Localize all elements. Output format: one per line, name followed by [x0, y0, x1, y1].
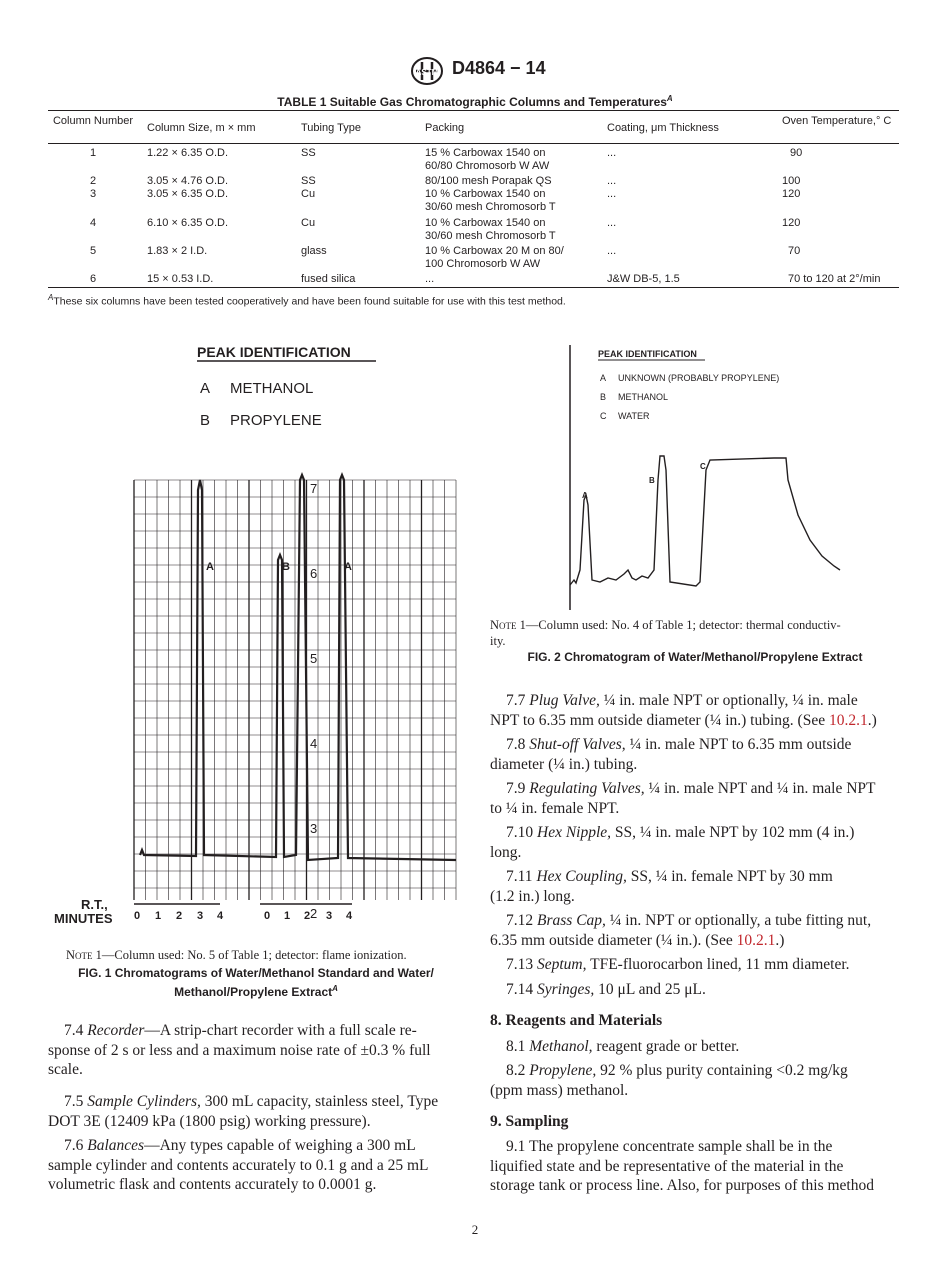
para-line [490, 1137, 900, 1157]
fig1-tick: 1 [155, 910, 162, 922]
cell-number: 3 [89, 188, 97, 200]
cell-oven: 70 to 120 at 2°/min [788, 273, 881, 285]
para-line [48, 1092, 461, 1112]
cell-oven: 100 [782, 175, 801, 187]
para-sep: — [144, 1137, 160, 1154]
para-7-11 [490, 867, 900, 906]
para-line: (1.2 in.) long. [490, 887, 575, 905]
footnote-mark: A [48, 293, 54, 302]
cell-number: 1 [89, 147, 97, 159]
cell-coating: ... [607, 245, 617, 257]
fig2-trace [570, 456, 840, 586]
fig1-caption [48, 966, 464, 1000]
col-header-number: Column Number [52, 115, 134, 127]
fig2-note-label: Note [490, 618, 517, 632]
para-line [490, 711, 900, 731]
cell-size: 3.05 × 6.35 O.D. [147, 188, 229, 200]
fig1-tick: 0 [264, 910, 271, 922]
para-num: 7.8 [506, 736, 526, 753]
fig1-tick: 2 [176, 910, 183, 922]
col-header-tubing: Tubing Type [301, 122, 361, 134]
para-num: 7.6 [64, 1137, 84, 1154]
para-text: ¼ in. male NPT or optionally, ¼ in. male [603, 692, 858, 709]
fig1-chart-grid [134, 480, 456, 900]
para-9-1 [490, 1137, 900, 1196]
fig1-axis-num: 4 [310, 736, 318, 751]
para-7-12 [490, 911, 900, 950]
para-num: 7.11 [506, 868, 533, 885]
fig1-peak-letter: A [200, 380, 211, 397]
para-line: to ¼ in. female NPT. [490, 799, 620, 817]
fig1-tick: 4 [346, 910, 353, 922]
cell-size: 15 × 0.53 I.D. [147, 273, 214, 285]
para-text: .) [775, 931, 785, 949]
table-title [0, 94, 950, 109]
fig1-tick: 0 [134, 910, 141, 922]
fig1-rt: R.T., [81, 897, 108, 912]
table-bottom-rule [48, 287, 899, 288]
para-term: Sample Cylinders, [87, 1093, 201, 1110]
fig2-caption: FIG. 2 Chromatogram of Water/Methanol/Propylene Extract [527, 650, 863, 664]
para-line: diameter (¼ in.) tubing. [490, 755, 638, 773]
cell-size: 1.83 × 2 I.D. [147, 245, 208, 257]
para-line: scale. [48, 1061, 83, 1078]
para-num: 9.1 [506, 1138, 526, 1155]
para-text: Any types capable of weighing a 300 mL [159, 1137, 416, 1154]
fig1-note-label: Note [66, 948, 93, 962]
cell-coating: ... [607, 175, 617, 187]
para-7-13 [490, 955, 900, 975]
para-line [490, 955, 900, 975]
svg-text:ASTM: ASTM [415, 68, 439, 77]
fig1-peak-mark: A [206, 561, 214, 573]
para-num: 7.10 [506, 824, 534, 841]
para-num: 7.12 [506, 912, 534, 929]
table-title-text: TABLE 1 Suitable Gas Chromatographic Columns and Temperatures [277, 95, 667, 109]
cell-oven: 90 [790, 147, 803, 159]
table-header-rule [48, 143, 899, 144]
fig1-caption-line: FIG. 1 Chromatograms of Water/Methanol Standard and Water/ [78, 966, 434, 980]
fig1-minutes: MINUTES [54, 911, 113, 926]
para-line [490, 735, 900, 755]
para-text: The propylene concentrate sample shall be in the [528, 1138, 833, 1155]
ref-link[interactable]: 10.2.1 [828, 711, 868, 729]
fig1-axis-num: 2 [310, 906, 318, 921]
para-8-1 [490, 1037, 900, 1057]
fig1-caption-mark: A [332, 984, 338, 993]
cell-packing: 10 % Carbowax 20 M on 80/ 100 Chromosorb W AW [425, 245, 564, 270]
para-line [48, 1021, 461, 1041]
para-text: ¼ in. male NPT and ¼ in. male NPT [648, 780, 876, 797]
para-term: Regulating Valves, [529, 780, 645, 797]
fig2-peak-name: WATER [618, 411, 650, 421]
cell-number: 5 [89, 245, 97, 257]
astm-logo [410, 56, 444, 86]
fig1-note-text: 1—Column used: No. 5 of Table 1; detector: flame ionization. [92, 948, 407, 962]
cell-number: 2 [89, 175, 97, 187]
cell-number: 6 [89, 273, 97, 285]
para-8-2 [490, 1061, 900, 1100]
fig1-tick: 2 [304, 910, 311, 922]
fig1-axis-num: 3 [310, 821, 318, 836]
table-title-note: A [666, 94, 673, 103]
para-text: 92 % plus purity containing <0.2 mg/kg [600, 1062, 848, 1079]
para-num: 7.14 [506, 981, 534, 998]
para-text: 10 μL and 25 μL. [598, 981, 706, 998]
cell-coating: ... [607, 188, 617, 200]
fig1-peak-title: PEAK IDENTIFICATION [197, 344, 351, 360]
figure-1-graphic [120, 330, 470, 930]
fig2-note [490, 617, 900, 649]
para-7-4 [48, 1021, 461, 1080]
fig2-note-text: 1—Column used: No. 4 of Table 1; detector: thermal conductiv- [516, 618, 841, 632]
fig1-peak-name: METHANOL [230, 380, 314, 397]
para-line: DOT 3E (12409 kPa (1800 psig) working pressure). [48, 1112, 371, 1130]
para-text: 6.35 mm outside diameter (¼ in.). (See [490, 931, 737, 949]
fig2-peak-name: METHANOL [618, 392, 669, 402]
para-line [490, 691, 900, 711]
para-line [48, 1136, 461, 1156]
para-line [490, 980, 900, 1000]
fig1-rt-label [54, 897, 113, 926]
fig2-peak-letter: A [600, 373, 607, 383]
para-term: Propylene, [529, 1062, 597, 1079]
col-header-packing: Packing [425, 122, 465, 134]
cell-coating: ... [607, 217, 617, 229]
para-term: Plug Valve, [529, 692, 600, 709]
para-7-5 [48, 1092, 461, 1131]
cell-tubing: Cu [301, 217, 316, 229]
fig1-axis-num: 7 [310, 481, 318, 496]
cell-number: 4 [89, 217, 97, 229]
fig1-tick: 3 [326, 910, 333, 922]
para-line [490, 779, 900, 799]
section-9-heading: 9. Sampling [490, 1113, 569, 1130]
para-term: Shut-off Valves, [529, 736, 626, 753]
para-num: 7.9 [506, 780, 526, 797]
fig2-note-text: ity. [490, 634, 506, 648]
cell-packing: 10 % Carbowax 1540 on 30/60 mesh Chromosorb T [425, 217, 556, 242]
cell-tubing: Cu [301, 188, 316, 200]
fig1-axis-num: 5 [310, 651, 318, 666]
cell-coating: ... [607, 147, 617, 159]
para-line: sample cylinder and contents accurately to 0.1 g and a 25 mL [48, 1156, 429, 1174]
para-line [490, 1037, 900, 1057]
table-footnote [48, 293, 566, 308]
para-7-7 [490, 691, 900, 730]
para-term: Syringes, [537, 981, 595, 998]
cell-oven: 70 [788, 245, 801, 257]
para-text: SS, ¼ in. male NPT by 102 mm (4 in.) [614, 824, 855, 841]
para-7-6 [48, 1136, 461, 1195]
para-term: Balances [87, 1137, 145, 1154]
para-text: A strip-chart recorder with a full scale re- [159, 1022, 417, 1039]
section-8-heading: 8. Reagents and Materials [490, 1012, 663, 1029]
para-num: 7.4 [64, 1022, 84, 1039]
cell-size: 1.22 × 6.35 O.D. [147, 147, 229, 159]
page-number: 2 [471, 1222, 479, 1237]
para-text: SS, ¼ in. female NPT by 30 mm [630, 868, 833, 885]
para-num: 8.1 [506, 1038, 526, 1055]
fig2-peak-mark: C [700, 462, 706, 471]
fig1-tick: 3 [197, 910, 204, 922]
figure-2 [560, 340, 900, 615]
cell-size: 6.10 × 6.35 O.D. [147, 217, 229, 229]
ref-link[interactable]: 10.2.1 [736, 931, 776, 949]
para-term: Brass Cap, [537, 912, 606, 929]
para-num: 7.5 [64, 1093, 84, 1110]
fig1-trace [140, 475, 456, 860]
fig2-peak-mark: B [649, 476, 655, 485]
para-line: storage tank or process line. Also, for purposes of this method [490, 1177, 874, 1194]
fig2-peak-letter: B [600, 392, 607, 402]
para-7-10 [490, 823, 900, 862]
table-top-rule [48, 110, 899, 111]
para-line [490, 911, 900, 931]
fig1-tick: 4 [217, 910, 224, 922]
col-header-size: Column Size, m × mm [147, 122, 256, 134]
para-term: Hex Coupling, [536, 868, 627, 885]
col-header-oven: Oven Temperature,° C [782, 115, 892, 127]
para-text: TFE-fluorocarbon lined, 11 mm diameter. [590, 956, 850, 973]
para-term: Methanol, [529, 1038, 593, 1055]
cell-tubing: glass [301, 245, 327, 257]
para-term: Recorder [87, 1022, 145, 1039]
para-line [490, 823, 900, 843]
para-line [490, 1061, 900, 1081]
para-text: .) [867, 711, 877, 729]
para-text: ¼ in. male NPT to 6.35 mm outside [629, 736, 852, 753]
cell-oven: 120 [782, 217, 801, 229]
fig1-caption-line: Methanol/Propylene Extract [174, 985, 333, 999]
fig1-axis-num: 6 [310, 566, 318, 581]
para-text: NPT to 6.35 mm outside diameter (¼ in.) tubing. (See [490, 711, 829, 729]
col-header-coating: Coating, μm Thickness [607, 122, 719, 134]
cell-packing: 80/100 mesh Porapak QS [425, 175, 552, 187]
fig1-peak-mark: A [344, 561, 352, 573]
fig1-peak-name: PROPYLENE [230, 412, 322, 429]
cell-tubing: SS [301, 175, 316, 187]
para-text: ¼ in. NPT or optionally, a tube fitting nut, [609, 912, 872, 929]
cell-tubing: SS [301, 147, 316, 159]
para-text: 300 mL capacity, stainless steel, Type [204, 1093, 439, 1110]
document-id: D4864 − 14 [452, 58, 546, 78]
fig1-peak-letter: B [200, 412, 211, 429]
fig1-note [66, 947, 407, 963]
figure-1 [120, 330, 470, 930]
cell-packing: ... [425, 273, 435, 285]
figure-2-graphic [560, 340, 900, 615]
para-7-9 [490, 779, 900, 818]
para-sep: — [144, 1022, 160, 1039]
para-line: liquified state and be representative of the material in the [490, 1157, 844, 1175]
cell-tubing: fused silica [301, 273, 356, 285]
para-num: 7.7 [506, 692, 526, 709]
cell-packing: 10 % Carbowax 1540 on 30/60 mesh Chromosorb T [425, 188, 556, 213]
fig2-peak-name: UNKNOWN (PROBABLY PROPYLENE) [618, 373, 780, 383]
para-line: (ppm mass) methanol. [490, 1081, 629, 1099]
para-line: sponse of 2 s or less and a maximum noise rate of ±0.3 % full [48, 1041, 431, 1059]
para-7-8 [490, 735, 900, 774]
para-num: 7.13 [506, 956, 534, 973]
fig1-peak-mark: B [282, 561, 290, 573]
para-line: volumetric flask and contents accurately to 0.0001 g. [48, 1176, 377, 1193]
para-7-14 [490, 980, 900, 1000]
para-line: long. [490, 843, 522, 861]
fig2-peak-title: PEAK IDENTIFICATION [598, 349, 697, 359]
cell-size: 3.05 × 4.76 O.D. [147, 175, 229, 187]
para-num: 8.2 [506, 1062, 526, 1079]
cell-packing: 15 % Carbowax 1540 on 60/80 Chromosorb W AW [425, 147, 550, 172]
para-term: Hex Nipple, [537, 824, 612, 841]
footnote-text: These six columns have been tested cooperatively and have been found suitable for use with this test method. [53, 295, 566, 308]
fig1-tick: 1 [284, 910, 291, 922]
para-term: Septum, [537, 956, 587, 973]
para-text: reagent grade or better. [596, 1038, 740, 1055]
cell-coating: J&W DB-5, 1.5 [607, 273, 680, 285]
cell-oven: 120 [782, 188, 801, 200]
fig2-peak-mark: A [582, 491, 588, 500]
para-line [490, 867, 900, 887]
para-line [490, 931, 900, 951]
fig2-peak-letter: C [600, 411, 607, 421]
